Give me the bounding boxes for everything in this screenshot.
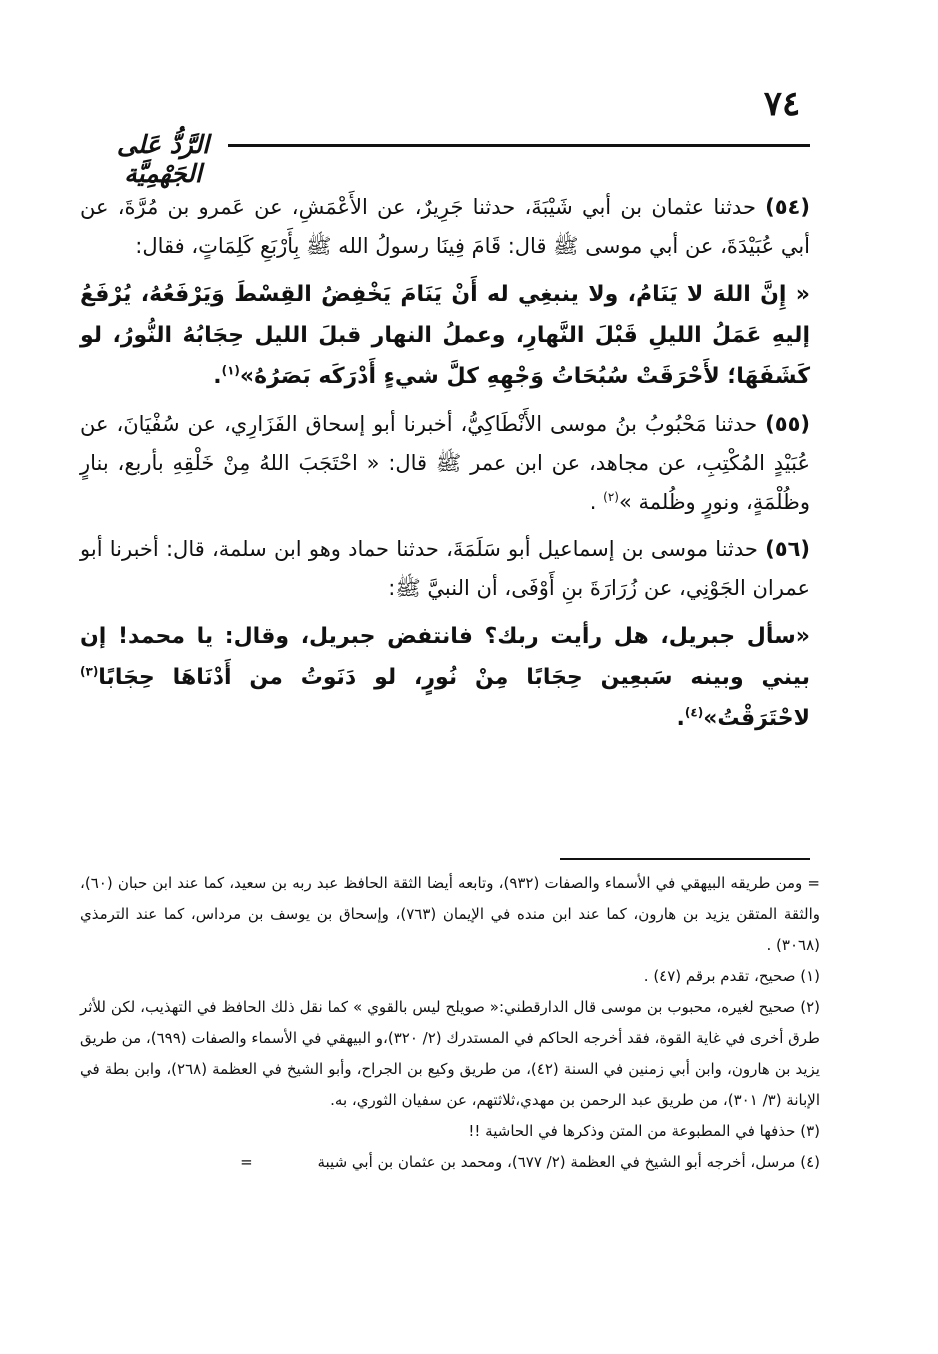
continuation-mark: = <box>240 1153 253 1171</box>
footnote-1: (١) صحيح، تقدم برقم (٤٧) . <box>643 967 820 985</box>
hadith-number: (٥٥) <box>765 412 810 436</box>
period: . <box>589 490 597 514</box>
footnote-3: (٣) حذفها في المطبوعة من المتن وذكرها في الحاشية !! <box>468 1122 820 1140</box>
paragraph-55 <box>80 405 810 522</box>
main-text <box>80 188 810 747</box>
footnote-ref: (٣) <box>80 664 99 679</box>
period: . <box>676 706 685 731</box>
paragraph-56 <box>80 530 810 608</box>
hadith-text: حدثنا مَحْبُوبُ بنُ موسى الأَنْطَاكِيُّ، أخبرنا أبو إسحاق الفَزَارِي، عن سُفْيَانَ، عن عُبَيْدٍ المُكْتِبِ، عن مجاهد، عن ابن عمر ﷺ قال: « احْتَجَبَ اللهُ مِنْ خَلْقِهِ بأربع، بنارٍ وظُلْمَةٍ، ونورٍ وظُلمة » <box>80 412 810 514</box>
hadith-number: (٥٤) <box>765 195 810 219</box>
footnote-rule <box>560 858 810 860</box>
quote-paragraph-56 <box>80 616 810 739</box>
hadith-text: حدثنا عثمان بن أبي شَيْبَةَ، حدثنا جَرِيرٌ، عن الأَعْمَشِ، عن عَمرو بن مُرَّةَ، عن أبي عُبَيْدَةَ، عن أبي موسى ﷺ قال: قَامَ فِينَا رسولُ الله ﷺ بِأَرْبَعِ كَلِمَاتٍ، فقال: <box>80 195 810 258</box>
hadith-number: (٥٦) <box>765 537 810 561</box>
hadith-text: حدثنا موسى بن إسماعيل أبو سَلَمَةَ، حدثنا حماد وهو ابن سلمة، قال: أخبرنا أبو عمران الجَوْنِي، عن زُرَارَةَ بنِ أَوْفَى، أن النبيَّ ﷺ: <box>80 537 810 600</box>
period: . <box>213 364 222 389</box>
quote-paragraph-54 <box>80 274 810 397</box>
quote-text: «سأل جبريل، هل رأيت ربك؟ فانتفض جبريل، وقال: يا محمد! إن بيني وبينه سَبعِين حِجَابًا مِنْ نُورٍ، لو دَنَوتُ من أَدْنَاهَا حِجَابًا <box>80 624 810 690</box>
footnote-ref: (٤) <box>684 705 704 720</box>
footnote-continued: = ومن طريقه البيهقي في الأسماء والصفات (٩٣٢)، وتابعه أيضا الثقة الحافظ عبد ربه بن سعيد، كما عند ابن حبان (٦٠)، والثقة المتقن يزيد بن هارون، كما عند ابن منده في الإيمان (٧٦٣)، وإسحاق بن يوسف بن مرداس، كما عند الترمذي (٣٠٦٨) . <box>80 874 820 954</box>
quote-text: « إِنَّ اللهَ لا يَنَامُ، ولا ينبغِي له أَنْ يَنَامَ يَخْفِضُ القِسْطَ وَيَرْفَعُهُ، يُرْفَعُ إليهِ عَمَلُ الليلِ قَبْلَ النَّهارِ، وعملُ النهار قبلَ الليل حِجَابُهُ النُّورُ، لو كَشَفَهَا؛ لأَحْرَقَتْ سُبُحَاتُ وَجْهِهِ كلَّ شيءٍ أَدْرَكَه بَصَرُهُ» <box>80 282 810 389</box>
footnote-ref: (٢) <box>603 490 619 504</box>
paragraph-54 <box>80 188 810 266</box>
footnotes <box>80 868 820 1178</box>
footnote-4-text: (٤) مرسل، أخرجه أبو الشيخ في العظمة (٢/ ٦٧٧)، ومحمد بن عثمان بن أبي شيبة <box>317 1153 820 1171</box>
page-number: ٧٤ <box>763 84 801 124</box>
footnote-2: (٢) صحيح لغيره، محبوب بن موسى قال الدارقطني:« صويلح ليس بالقوي » كما نقل ذلك الحافظ في التهذيب، لكن للأثر طرق أخرى في غاية القوة، فقد أخرجه الحاكم في المستدرك (٢/ ٣٢٠)،و البيهقي في الأسماء والصفات (٦٩٩)، من طريق يزيد بن هارون، وابن أبي زمنين في السنة (٤٢)، من طريق وكيع بن الجراح، وأبو الشيخ في العظمة (٢٦٨)، وابن بطة في الإبانة (٣/ ٣٠١)، من طريق عبد الرحمن بن مهدي،ثلاثتهم، عن سفيان الثوري، به. <box>80 998 820 1109</box>
header-rule <box>228 144 810 147</box>
footnote-4 <box>80 1147 820 1178</box>
running-title: الرَّدُّ عَلى الجَهْمِيَّة <box>116 130 210 188</box>
footnote-ref: (١) <box>221 363 240 378</box>
quote-text-end: لاحْتَرَقْتُ» <box>703 706 810 731</box>
